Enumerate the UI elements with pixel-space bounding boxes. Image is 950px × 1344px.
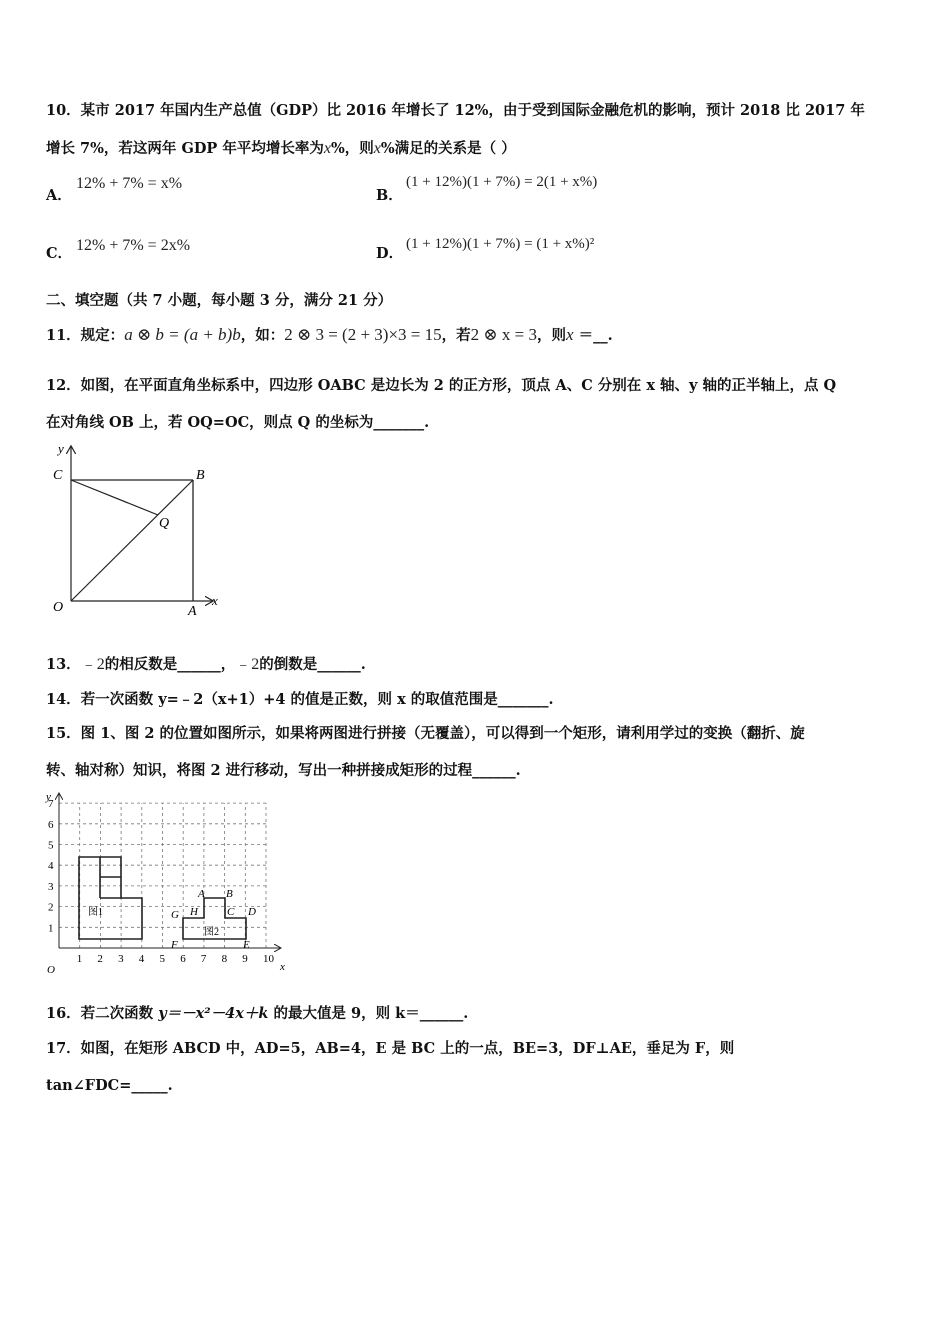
q15-point-f: F [171, 939, 178, 951]
q15-y-tick-label: 3 [48, 880, 54, 893]
q12-diagonal-ob [71, 480, 193, 601]
q15-x-tick-label: 4 [138, 953, 145, 965]
q11-line: 11．规定：a ⊗ b = (a + b)b，如：2 ⊗ 3 = (2 + 3)×3 = 15，若2 ⊗ x = 3，则x ＝__. [46, 325, 613, 344]
q12-line2: 在对角线 OB 上，若 OQ=OC，则点 Q 的坐标为_______. [46, 414, 430, 431]
q16-line: 16．若二次函数 y＝－x²－4x＋k 的最大值是 9，则 k＝______. [46, 1005, 469, 1022]
q12-label-c: C [53, 468, 63, 483]
q15-x-tick-label: 10 [263, 953, 274, 965]
q12-line1: 12．如图，在平面直角坐标系中，四边形 OABC 是边长为 2 的正方形，顶点 A、C 分别在 x 轴、y 轴的正半轴上，点 Q [46, 377, 837, 394]
q14-line: 14．若一次函数 y=﹣2（x+1）+4 的值是正数，则 x 的取值范围是_______. [46, 691, 554, 708]
q12-label-y: y [58, 441, 64, 456]
q13-number1: ﹣2 [80, 656, 105, 673]
q11-condition: 2 ⊗ x = 3 [470, 325, 537, 344]
q13-line: 13．﹣2的相反数是______，﹣2的倒数是______. [46, 656, 366, 673]
q15-x-tick-label: 2 [97, 953, 103, 965]
q15-x-tick-label: 7 [200, 953, 207, 965]
q10-option-c-label: C． [46, 245, 73, 262]
q15-label-x: x [280, 961, 285, 973]
q15-y-tick-label: 7 [48, 798, 54, 811]
q15-x-tick-label: 8 [221, 953, 228, 965]
q12-label-a: A [188, 604, 197, 619]
q15-x-tick-label: 6 [180, 953, 186, 965]
q11-definition: a ⊗ b = (a + b)b [124, 325, 241, 344]
q15-point-h: H [190, 906, 198, 918]
q10-option-b-expr: (1 + 12%)(1 + 7%) = 2(1 + x%) [406, 174, 598, 190]
q15-x-tick-label: 9 [242, 953, 248, 965]
q10-option-b-label: B． [376, 187, 403, 204]
q15-point-b: B [226, 888, 233, 900]
q10-var-x: x [323, 140, 331, 157]
q10-option-c-expr: 12% + 7% = 2x% [76, 237, 191, 254]
q15-label-origin: O [47, 964, 55, 976]
q11-var-x: x [565, 325, 574, 344]
q11-example: 2 ⊗ 3 = (2 + 3)×3 = 15 [284, 325, 442, 344]
q12-label-q: Q [159, 516, 170, 531]
q10-option-a-label: A． [46, 187, 72, 204]
q15-line1: 15．图 1、图 2 的位置如图所示，如果将两图进行拼接（无覆盖），可以得到一个矩形，请利用学过的变换（翻折、旋 [46, 725, 805, 742]
q15-line2: 转、轴对称）知识，将图 2 进行移动，写出一种拼接成矩形的过程______. [46, 762, 521, 779]
q12-label-x: x [212, 593, 218, 608]
q10-line2: 增长 7%，若这两年 GDP 年平均增长率为x%，则x%满足的关系是（ ） [46, 140, 516, 157]
q13-number2: ﹣2 [235, 656, 260, 673]
q12-label-b: B [196, 468, 205, 483]
q10-line1: 10．某市 2017 年国内生产总值（GDP）比 2016 年增长了 12%，由于受到国际金融危机的影响，预计 2018 比 2017 年 [46, 102, 865, 119]
q15-point-e: E [243, 939, 250, 951]
q16-function: y＝－x²－4x＋k [158, 1005, 269, 1022]
q15-point-c: C [227, 906, 235, 918]
q15-point-d: D [248, 906, 256, 918]
q15-figure1-label: 图1 [88, 907, 103, 918]
q10-option-a-expr: 12% + 7% = x% [76, 175, 183, 192]
q15-point-a: A [198, 888, 205, 900]
q17-line1: 17．如图，在矩形 ABCD 中，AD=5，AB=4，E 是 BC 上的一点，BE=3，DF⊥AE，垂足为 F，则 [46, 1040, 735, 1057]
q15-y-tick-label: 1 [48, 922, 54, 935]
q12-figure [40, 437, 230, 622]
q15-x-tick-label: 3 [118, 953, 124, 965]
q10-option-d-expr: (1 + 12%)(1 + 7%) = (1 + x%)² [406, 236, 595, 252]
q15-x-tick-label: 5 [159, 953, 165, 965]
section2-title: 二、填空题（共 7 小题，每小题 3 分，满分 21 分） [46, 292, 393, 309]
q15-y-tick-label: 6 [48, 818, 54, 831]
q10-var-x2: x [373, 140, 381, 157]
q15-x-tick-label: 1 [76, 953, 83, 965]
q12-label-o: O [53, 600, 64, 615]
q15-y-tick-label: 4 [48, 860, 54, 873]
q15-figure2-label: 图2 [204, 927, 219, 938]
q15-y-tick-label: 2 [48, 901, 54, 914]
q17-line2: tan∠FDC=_____. [46, 1077, 173, 1094]
q12-segment-cq [71, 480, 158, 515]
q15-y-tick-label: 5 [48, 839, 54, 852]
q15-label-y: y [46, 791, 51, 803]
q15-point-g: G [171, 909, 179, 921]
q10-option-d-label: D． [376, 245, 404, 262]
q15-figure [40, 788, 290, 978]
